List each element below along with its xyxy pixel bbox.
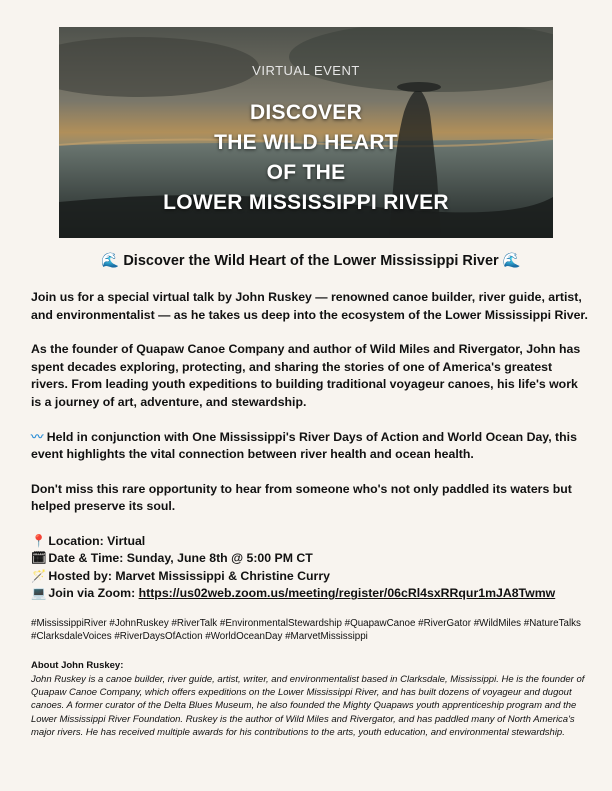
banner-kicker: VIRTUAL EVENT (252, 63, 360, 78)
event-details (31, 533, 591, 603)
datetime-line (31, 550, 591, 568)
post-body (31, 252, 591, 739)
wave-icon: 🌊 (101, 253, 120, 269)
event-title (31, 252, 591, 269)
host-text: Hosted by: Marvet Mississippi & Christine Curry (48, 568, 330, 583)
zoom-prefix: Join via Zoom: (48, 586, 139, 601)
banner-headline-line-3: OF THE (266, 161, 346, 184)
wand-icon: 🪄 (31, 568, 47, 583)
event-banner (59, 27, 553, 238)
laptop-icon: 💻 (31, 586, 47, 601)
founder-paragraph: As the founder of Quapaw Canoe Company and author of Wild Miles and Rivergator, John has spent decades exploring, protecting, and sharing the stories of one of America's greatest rivers. From leading youth expeditions to building traditional voyageur canoes, his life's work is a journey of art, adventure, and stewardship. (31, 342, 581, 409)
hashtags: #MississippiRiver #JohnRuskey #RiverTalk #EnvironmentalStewardship #QuapawCanoe #RiverGator #WildMiles #NatureTalks #ClarksdaleVoices #RiverDaysOfAction #WorldOceanDay #MarvetMississippi (31, 617, 581, 643)
wave-flag-icon: 〰 (31, 429, 44, 444)
wave-icon: 🌊 (502, 253, 521, 269)
about-body: John Ruskey is a canoe builder, river guide, artist, writer, and environmentalist based in Clarksdale, Mississippi. He is the founder of Quapaw Canoe Company, which offers expeditions on the Lower Mississippi River, and has built dozens of voyageur and dugout canoes. A former curator of the Delta Blues Museum, he also founded the Mighty Quapaws youth apprenticeship program and the Lower Mississippi River Foundation. Ruskey is the author of Wild Miles and Rivergator, and has paddled many of North America's major rivers. He has received multiple awards for his contributions to the arts, youth education, and environmental stewardship. (31, 673, 585, 738)
datetime-text: Date & Time: Sunday, June 8th @ 5:00 PM CT (48, 551, 313, 566)
about-heading: About John Ruskey: (31, 659, 124, 671)
zoom-registration-link[interactable]: https://us02web.zoom.us/meeting/register/06cRl4sxRRqur1mJA8Twmw (138, 586, 556, 601)
intro-paragraph: Join us for a special virtual talk by John Ruskey — renowned canoe builder, river guide, artist, and environmentalist — as he takes us deep into the ecosystem of the Lower Mississippi River. (31, 290, 588, 322)
banner-headline-line-2: THE WILD HEART (214, 131, 398, 154)
calendar-icon: 🗓 (31, 551, 47, 566)
event-title-text: Discover the Wild Heart of the Lower Mississippi River (123, 253, 499, 269)
host-line (31, 568, 591, 586)
banner-headline-line-4: LOWER MISSISSIPPI RIVER (163, 191, 449, 214)
pin-icon: 📍 (31, 533, 47, 548)
conjunction-text: Held in conjunction with One Mississippi's River Days of Action and World Ocean Day, this event highlights the vital connection between river health and ocean health. (31, 429, 577, 462)
closing-paragraph: Don't miss this rare opportunity to hear from someone who's not only paddled its waters but helped preserve its soul. (31, 481, 572, 514)
zoom-line (31, 585, 591, 603)
conjunction-paragraph (31, 429, 591, 464)
location-text: Location: Virtual (48, 533, 146, 548)
location-line (31, 533, 591, 551)
banner-headline-line-1: DISCOVER (249, 101, 363, 124)
